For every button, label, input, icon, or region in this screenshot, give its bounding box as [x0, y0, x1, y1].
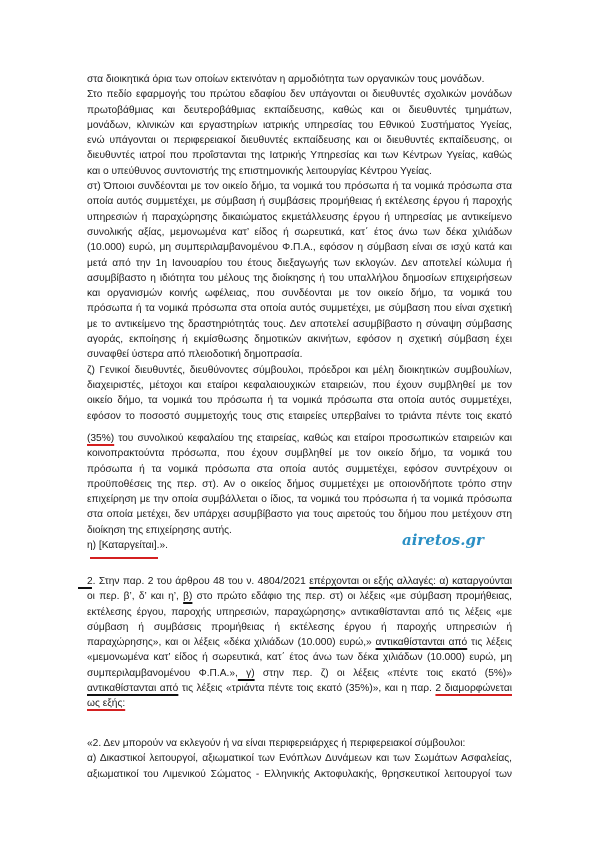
text-span: τις λέξεις «τριάντα πέντε τοις εκατό (35%)», και η παρ.: [178, 683, 436, 695]
text-line: υπηρεσιών ή παραχώρησης δικαιώματος εκμετάλλευσης έργου ή υπηρεσίας με αντικείμενο: [87, 211, 512, 223]
text-line: προϋποθέσεις της περ. στ). Αν ο οικείος δήμος συμμετέχει με οποιονδήποτε τρόπο στην: [87, 478, 512, 490]
underlined-replaced-2: αντικαθίστανται από: [87, 683, 179, 695]
underlined-beta: β): [183, 591, 193, 603]
text-line: ζ) Γενικοί διευθυντές, διευθύνοντες σύμβουλοι, πρόεδροι και μέλη διοικητικών συμβουλίων,: [87, 364, 512, 376]
text-line: στα οποία μετέχει, δεν υπάρχει ασυμβίβαστο για τους αιρετούς του δήμου που μετέχουν στη: [87, 509, 512, 521]
text-line: μετά από την 1η Ιανουαρίου του έτους διεξαγωγής των εκλογών. Δεν αποτελεί κώλυμα ή: [87, 257, 512, 269]
text-line: συναφθεί ύστερα από πλειοδοτική δημοπρασία.: [87, 349, 303, 361]
amendment-paragraph: [87, 574, 512, 712]
text-line: κοινοπρακτούντα πρόσωπα, που έχουν συμβληθεί με τον οικείο δήμο, τα νομικά του: [87, 448, 512, 460]
text-line: οικείο δήμο, τα νομικά του πρόσωπα ή τα νομικά πρόσωπα στα οποία αυτός συμμετέχει,: [87, 395, 512, 407]
highlight-as-follows: ως εξής:: [87, 698, 126, 710]
text-line: με το αντικείμενο της δραστηριότητάς τους. Δεν αποτελεί ασυμβίβαστο η σύναψη σύμβασης: [87, 318, 512, 330]
text-span: παραχώρησης», και οι λέξεις «δέκα χιλιάδων (10.000) ευρώ,»: [87, 637, 376, 649]
text-line: σύμβαση ή συμβάσεις προμήθειας ή εκτέλεσης έργου ή παροχής υπηρεσιών ή: [87, 621, 512, 633]
text-line: διαχειριστές, μέτοχοι και εταίροι κεφαλαιουχικών εταιρειών, που έχουν συμβληθεί με τον: [87, 379, 512, 391]
text-line: και ο υπεύθυνος συντονιστής της επιστημονικής λειτουργίας Κέντρου Υγείας.: [87, 165, 432, 177]
highlight-repealed: [Καταργείται]: [98, 540, 157, 551]
text-line: διευθυντές ιατροί που προΐστανται της Ιατρικής Υπηρεσίας και των Κέντρων Υγείας, καθώς: [87, 150, 512, 162]
text-line: ασυμβίβαστο η ιδιότητα του μέλους της διοίκησης ή του υπαλλήλου δημοσίων επιχειρήσεων: [87, 272, 512, 284]
highlight-reformed: 2 διαμορφώνεται: [435, 683, 512, 695]
text-span: .».: [156, 540, 168, 551]
text-line: στα διοικητικά όρια των οποίων εκτεινόταν η αρμοδιότητα των οργανικών τους μονάδων.: [87, 74, 485, 85]
text-line: πρόσωπα ή τα νομικά πρόσωπα στα οποία αυτός συμμετέχει, εφόσον συντρέχουν οι: [87, 463, 512, 475]
text-line: πρωτοβάθμιας και δευτεροβάθμιας εκπαίδευσης, καθώς και οι διευθυντές τμημάτων,: [87, 104, 512, 116]
underlined-changes: επέρχονται οι εξής αλλαγές: α) καταργούνται: [309, 576, 512, 587]
text-block-1: [87, 72, 512, 424]
text-line: αγοράς, εκποίησης ή εκμίσθωσης δημοτικών ακινήτων, εφόσον η σχετική σύμβαση έχει: [87, 334, 512, 346]
text-line: «μεμονωμένα κατ’ είδος ή σωρευτικά, κατ΄ έτος άνω των δέκα χιλιάδων (10.000) ευρώ, μη: [87, 652, 512, 664]
text-line: ενώ υπάγονται οι περιφερειακοί διευθυντές εκπαίδευσης και οι διευθυντές εκπαίδευσης, οι: [87, 135, 512, 147]
text-span: στην περ. ζ) οι λέξεις «πέντε τοις εκατό (5%)»: [254, 667, 512, 679]
text-line: εφόσον το ποσοστό συμμετοχής τους στις εταιρείες υπερβαίνει το τριάντα πέντε τοις εκατό: [87, 410, 512, 422]
text-line: Στο πεδίο εφαρμογής του πρώτου εδαφίου δεν υπάγονται οι διευθυντές σχολικών μονάδων: [87, 89, 512, 101]
underlined-gamma: γ): [237, 667, 255, 679]
text-line: και οργανισμών κοινής ωφέλειας, που συνδέονται με τον οικείο δήμο, τα νομικά του: [87, 288, 512, 300]
text-span: 2. Στην παρ. 2 του άρθρου 48 του ν. 4804/2021: [87, 576, 310, 587]
text-line: πρόσωπα ή τα νομικά πρόσωπα στα οποία αυτός συμμετέχει, με σύμβαση που είναι σχετική: [87, 303, 512, 315]
black-margin-mark: [78, 587, 92, 589]
text-span: η): [87, 540, 99, 551]
red-underline-mark: [90, 557, 158, 559]
text-line: διοίκηση της επιχείρησης αυτής.: [87, 524, 232, 536]
text-span: συμπεριλαμβανομένου Φ.Π.Α.»,: [87, 667, 238, 679]
text-line: μονάδων, κλινικών και εργαστηρίων ιατρικής υπηρεσίας του Εθνικού Συστήματος Υγείας,: [87, 119, 512, 131]
text-block-2: [87, 446, 512, 538]
text-span: του συνολικού κεφαλαίου της εταιρείας, καθώς και εταίροι προσωπικών εταιρειών και: [114, 433, 512, 444]
text-line: συνολικής αξίας, μεμονωμένα κατ’ είδος ή σωρευτικά, κατ΄ έτος άνω των δέκα χιλιάδων: [87, 226, 512, 238]
highlight-35-percent: (35%): [87, 433, 115, 444]
watermark-logo: airetos.gr: [402, 531, 484, 549]
text-line: στ) Όποιοι συνδέονται με τον οικείο δήμο, τα νομικά του πρόσωπα ή τα νομικά πρόσωπα στα: [87, 181, 512, 193]
text-line: επιχείρηση με την οποία συμβάλλεται ο ίδιος, τα νομικά του πρόσωπα ή τα νομικά πρόσωπα: [87, 494, 512, 506]
text-line: «2. Δεν μπορούν να εκλεγούν ή να είναι περιφερειάρχες ή περιφερειακοί σύμβουλοι:: [87, 738, 466, 749]
text-line-35-percent: [87, 431, 512, 446]
new-paragraph: [87, 736, 512, 782]
text-line: (10.000) ευρώ, μη συμπεριλαμβανομένου Φ.Π.Α., εφόσον η σύμβαση είναι σε ισχύ κατά και: [87, 242, 512, 254]
text-span: στο πρώτο εδάφιο της περ. στ) οι λέξεις «με σύμβαση προμήθειας,: [192, 591, 512, 603]
text-span: τις λέξεις: [467, 637, 512, 649]
text-span: οι περ. β’, δ’ και η’,: [87, 591, 184, 603]
text-line: εκτέλεσης έργου, παροχής υπηρεσιών, παραχώρησης» αντικαθίστανται από τις λέξεις «με: [87, 606, 512, 618]
underlined-replaced: αντικαθίστανται από: [375, 637, 468, 649]
text-line: α) Δικαστικοί λειτουργοί, αξιωματικοί των Ενόπλων Δυνάμεων και των Σωμάτων Ασφαλείας,: [87, 753, 512, 765]
text-line: αξιωματικοί του Λιμενικού Σώματος - Ελληνικής Ακτοφυλακής, θρησκευτικοί λειτουργοί των: [87, 768, 512, 780]
text-line: οποία αυτός συμμετέχει, με σύμβαση ή συμβάσεις προμήθειας ή εκτέλεσης έργου ή παροχής: [87, 196, 512, 208]
